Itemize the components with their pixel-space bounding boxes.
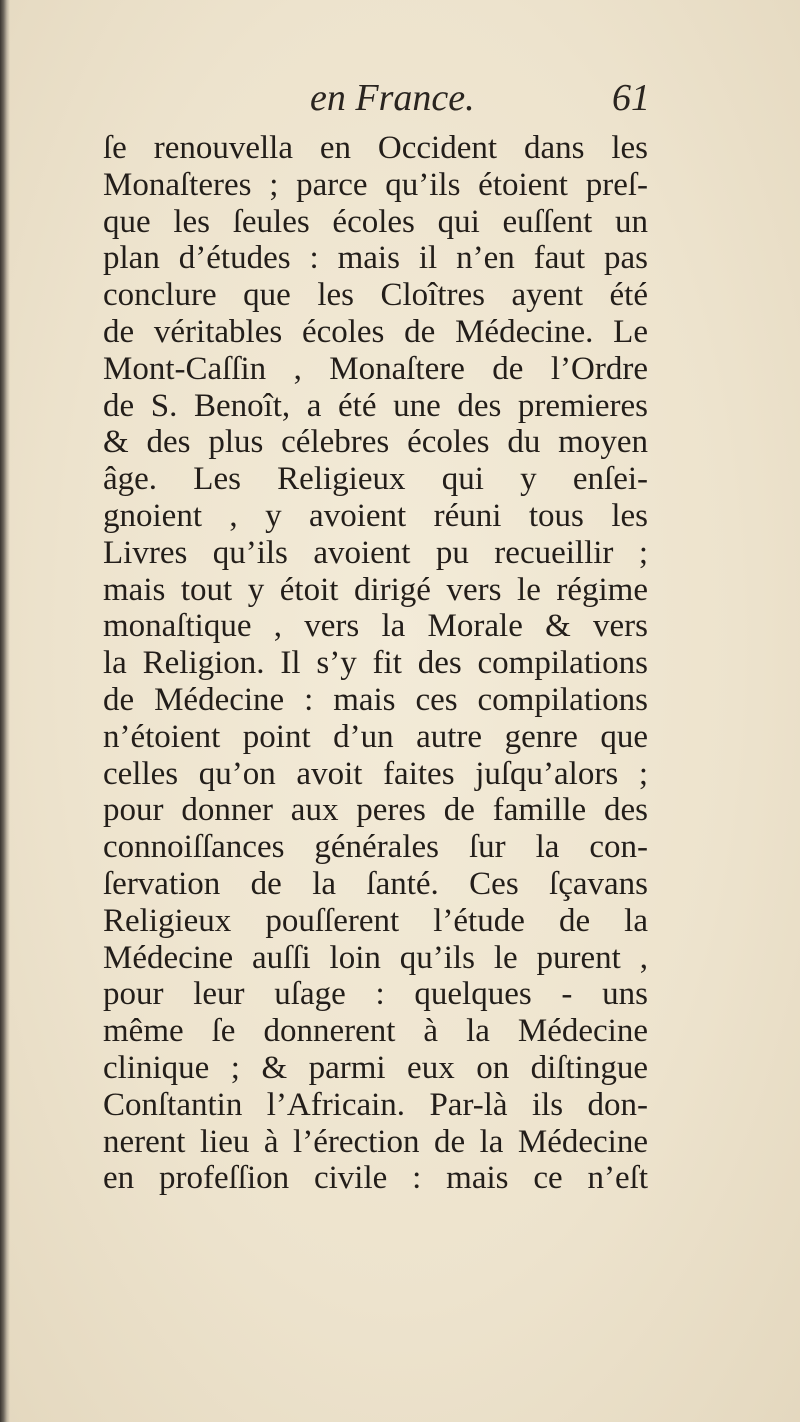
text-line: Mont-Caſſin , Monaſtere de l’Ordre xyxy=(103,350,648,387)
text-line: & des plus célebres écoles du moyen xyxy=(103,424,648,461)
text-line: Médecine auſſi loin qu’ils le purent , xyxy=(103,939,648,976)
text-line: pour leur uſage : quelques - uns xyxy=(103,976,648,1013)
text-line: mais tout y étoit dirigé vers le régime xyxy=(103,571,648,608)
text-line: pour donner aux peres de famille des xyxy=(103,792,648,829)
text-line: en profeſſion civile : mais ce n’eſt xyxy=(103,1160,648,1197)
text-line: que les ſeules écoles qui euſſent un xyxy=(103,203,648,240)
page-binding-edge xyxy=(0,0,10,1422)
text-line: Livres qu’ils avoient pu recueillir ; xyxy=(103,534,648,571)
page-number: 61 xyxy=(612,77,650,119)
text-line: monaſtique , vers la Morale & vers xyxy=(103,608,648,645)
running-title: en France. xyxy=(310,77,475,119)
running-head xyxy=(300,76,650,126)
body-text xyxy=(103,130,648,1197)
text-line: clinique ; & parmi eux on diſtingue xyxy=(103,1049,648,1086)
text-line: ſervation de la ſanté. Ces ſçavans xyxy=(103,865,648,902)
text-line: la Religion. Il s’y fit des compilations xyxy=(103,645,648,682)
text-line: ſe renouvella en Occident dans les xyxy=(103,130,648,166)
text-line: nerent lieu à l’érection de la Médecine xyxy=(103,1123,648,1160)
text-line: plan d’études : mais il n’en faut pas xyxy=(103,240,648,277)
text-line: de S. Benoît, a été une des premieres xyxy=(103,387,648,424)
text-line: même ſe donnerent à la Médecine xyxy=(103,1013,648,1050)
text-line: Religieux pouſſerent l’étude de la xyxy=(103,902,648,939)
text-line: de Médecine : mais ces compilations xyxy=(103,681,648,718)
text-line: celles qu’on avoit faites juſqu’alors ; xyxy=(103,755,648,792)
text-line: conclure que les Cloîtres ayent été xyxy=(103,277,648,314)
text-line: gnoient , y avoient réuni tous les xyxy=(103,497,648,534)
text-line: n’étoient point d’un autre genre que xyxy=(103,718,648,755)
text-line: Conſtantin l’Africain. Par-là ils don- xyxy=(103,1086,648,1123)
text-line: connoiſſances générales ſur la con- xyxy=(103,829,648,866)
text-line: âge. Les Religieux qui y enſei- xyxy=(103,461,648,498)
text-line: Monaſteres ; parce qu’ils étoient preſ- xyxy=(103,166,648,203)
text-line: de véritables écoles de Médecine. Le xyxy=(103,313,648,350)
